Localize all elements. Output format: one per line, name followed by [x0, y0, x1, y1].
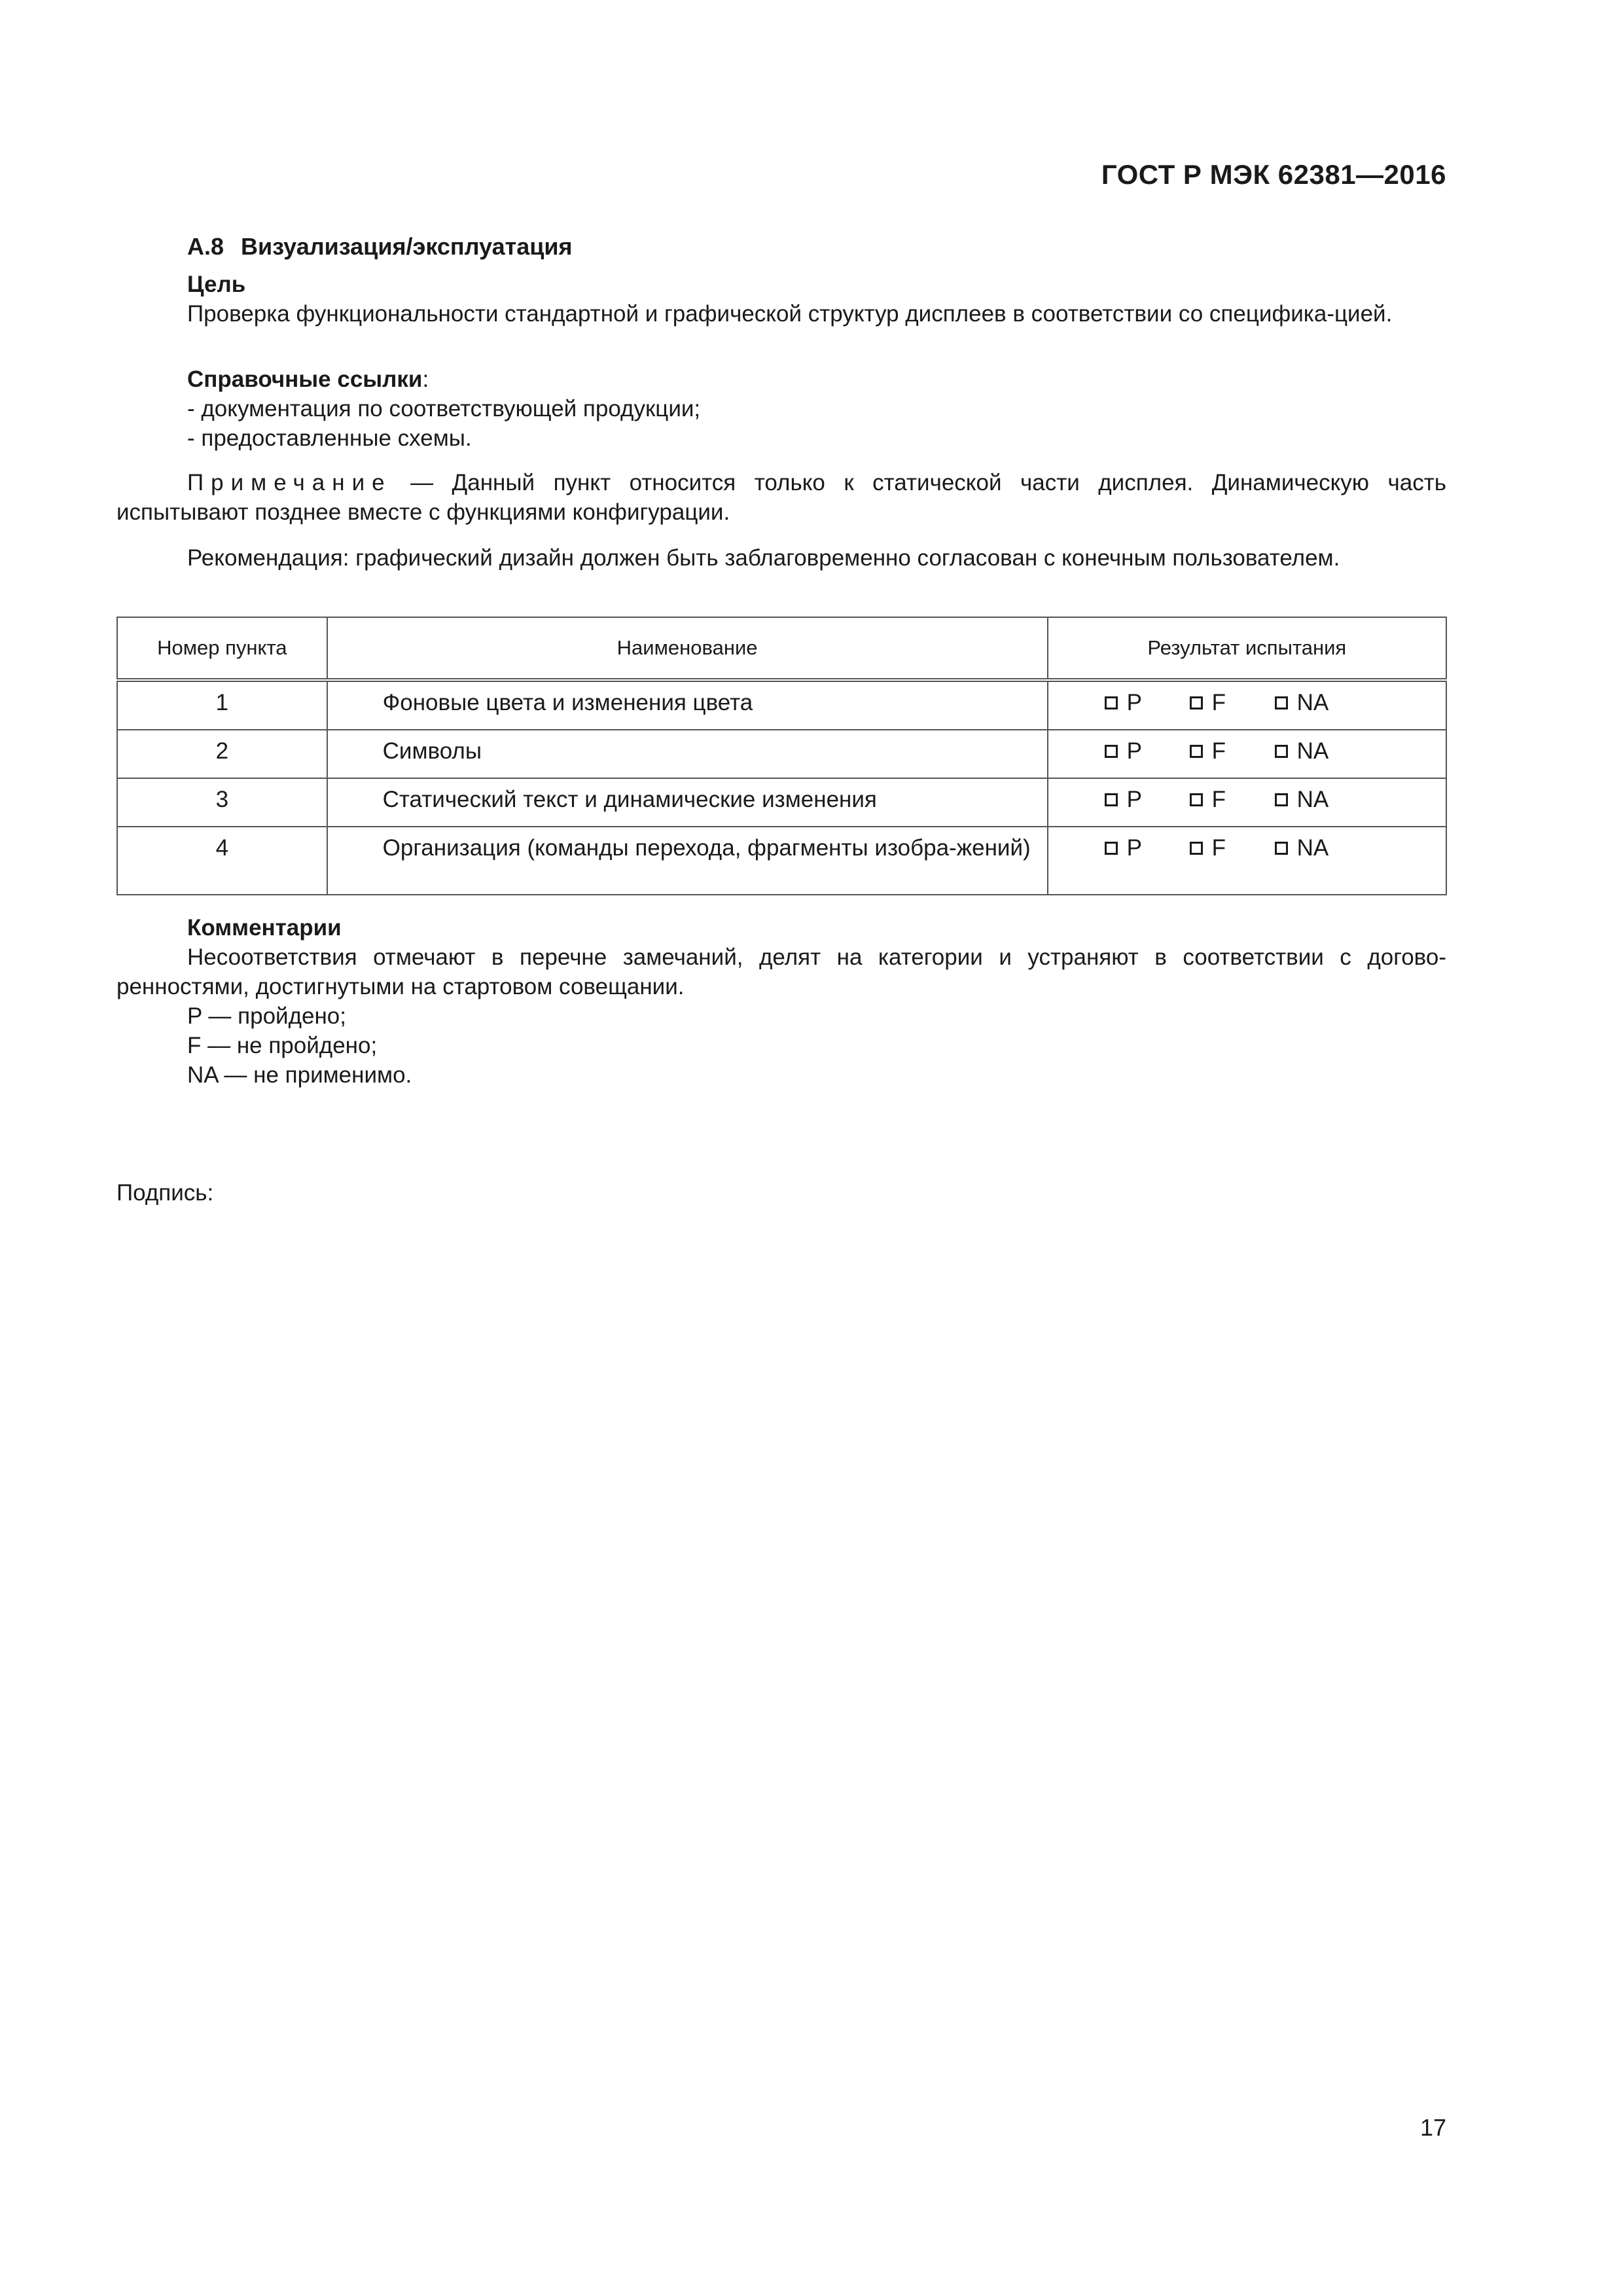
row-name: Статический текст и динамические изменения	[327, 778, 1048, 827]
option-label: P	[1126, 787, 1142, 812]
document-id: ГОСТ Р МЭК 62381—2016	[1101, 159, 1446, 190]
row-number: 3	[117, 778, 327, 827]
table-row	[117, 778, 1446, 827]
row-number: 2	[117, 730, 327, 778]
checkbox-fail[interactable]	[1190, 737, 1275, 766]
option-label: F	[1211, 787, 1226, 812]
recommendation-block	[116, 543, 1446, 573]
table-row	[117, 730, 1446, 778]
legend-item: NA — не применимо.	[187, 1062, 412, 1088]
checkbox-icon[interactable]	[1105, 696, 1118, 709]
row-result	[1048, 827, 1446, 895]
checkbox-icon[interactable]	[1190, 696, 1203, 709]
test-results-table	[116, 617, 1447, 895]
checkbox-icon[interactable]	[1275, 793, 1288, 806]
row-result	[1048, 680, 1446, 730]
note-label: Примечание	[187, 470, 392, 495]
comments-block	[116, 913, 1446, 1090]
row-result	[1048, 730, 1446, 778]
checkbox-na[interactable]	[1275, 689, 1360, 717]
option-label: P	[1126, 738, 1142, 764]
checkbox-icon[interactable]	[1190, 842, 1203, 855]
checkbox-pass[interactable]	[1105, 737, 1190, 766]
option-label: NA	[1296, 690, 1329, 715]
row-number: 4	[117, 827, 327, 895]
section-heading	[187, 233, 573, 260]
references-label: Справочные ссылки	[187, 367, 423, 392]
option-label: NA	[1296, 738, 1329, 764]
table-row	[117, 680, 1446, 730]
checkbox-icon[interactable]	[1105, 793, 1118, 806]
row-name: Фоновые цвета и изменения цвета	[327, 680, 1048, 730]
checkbox-pass[interactable]	[1105, 785, 1190, 814]
checkbox-na[interactable]	[1275, 834, 1360, 863]
goal-label: Цель	[187, 272, 246, 297]
checkbox-pass[interactable]	[1105, 689, 1190, 717]
checkbox-na[interactable]	[1275, 737, 1360, 766]
option-label: F	[1211, 835, 1226, 861]
row-number: 1	[117, 680, 327, 730]
header-name: Наименование	[327, 617, 1048, 680]
signature-line: Подпись:	[116, 1180, 214, 1206]
reference-item: - предоставленные схемы.	[187, 425, 472, 451]
option-label: F	[1211, 690, 1226, 715]
checkbox-pass[interactable]	[1105, 834, 1190, 863]
option-label: NA	[1296, 835, 1329, 861]
note-block	[116, 468, 1446, 527]
comments-label: Комментарии	[187, 915, 342, 941]
comments-text: Несоответствия отмечают в перечне замечаний, делят на категории и устраняют в соответствии с догово-ренностями, достигнутыми на стартовом совещании.	[116, 944, 1446, 999]
option-label: P	[1126, 835, 1142, 861]
row-name: Организация (команды перехода, фрагменты изобра-жений)	[327, 827, 1048, 895]
references-block	[116, 365, 1446, 453]
note-text: — Данный пункт относится только к статической части дисплея. Динамическую часть испытывают позднее вместе с функциями конфигурации.	[116, 470, 1446, 525]
references-heading	[116, 365, 1446, 394]
checkbox-icon[interactable]	[1190, 793, 1203, 806]
section-title: Визуализация/эксплуатация	[241, 233, 573, 260]
checkbox-na[interactable]	[1275, 785, 1360, 814]
checkbox-icon[interactable]	[1190, 745, 1203, 758]
checkbox-icon[interactable]	[1275, 696, 1288, 709]
page-number: 17	[1419, 2114, 1446, 2141]
legend-item: P — пройдено;	[187, 1003, 347, 1029]
header-item-number: Номер пункта	[117, 617, 327, 680]
table-header-row	[117, 617, 1446, 680]
recommendation-text: Рекомендация: графический дизайн должен быть заблаговременно согласован с конечным пользователем.	[187, 545, 1340, 571]
checkbox-fail[interactable]	[1190, 834, 1275, 863]
row-result	[1048, 778, 1446, 827]
checkbox-icon[interactable]	[1275, 842, 1288, 855]
header-result: Результат испытания	[1048, 617, 1446, 680]
option-label: P	[1126, 690, 1142, 715]
checkbox-fail[interactable]	[1190, 689, 1275, 717]
note-paragraph	[116, 468, 1446, 527]
checkbox-fail[interactable]	[1190, 785, 1275, 814]
goal-block	[116, 270, 1446, 329]
checkbox-icon[interactable]	[1275, 745, 1288, 758]
reference-item: - документация по соответствующей продукции;	[187, 396, 701, 422]
checkbox-icon[interactable]	[1105, 745, 1118, 758]
option-label: F	[1211, 738, 1226, 764]
table-row	[117, 827, 1446, 895]
section-number: А.8	[187, 233, 224, 260]
option-label: NA	[1296, 787, 1329, 812]
goal-text: Проверка функциональности стандартной и графической структур дисплеев в соответствии со специфика-цией.	[187, 301, 1393, 327]
legend-item: F — не пройдено;	[187, 1033, 378, 1058]
checkbox-icon[interactable]	[1105, 842, 1118, 855]
row-name: Символы	[327, 730, 1048, 778]
references-colon: :	[422, 367, 429, 392]
